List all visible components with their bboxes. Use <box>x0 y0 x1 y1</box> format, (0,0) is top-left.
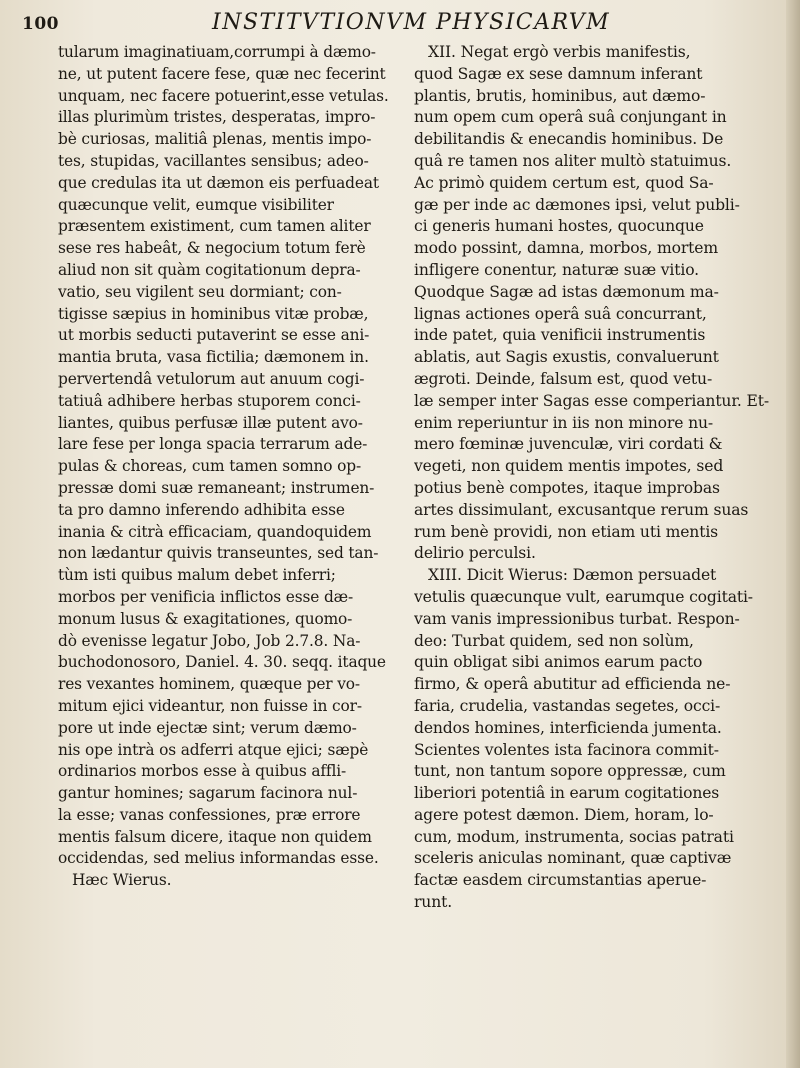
text-line: ut morbis seducti putaverint se esse ani- <box>58 326 370 345</box>
text-line: enim reperiuntur in iis non minore nu- <box>414 413 713 432</box>
text-line: runt. <box>414 893 453 912</box>
text-line: mero fœminæ juvenculæ, viri cordati & <box>414 435 723 454</box>
text-line: Scientes volentes ista facinora commit- <box>414 740 719 759</box>
page-number: 100 <box>22 14 59 34</box>
text-line: faria, crudelia, vastandas segetes, occi- <box>414 696 721 715</box>
text-line: quæcunque velit, eumque visibiliter <box>58 195 334 214</box>
text-line: ablatis, aut Sagis exustis, convaluerunt <box>414 348 719 367</box>
text-line: Ac primò quidem certum est, quod Sa- <box>414 173 714 192</box>
text-line: artes dissimulant, excusantque rerum suas <box>414 500 749 519</box>
text-line: nis ope intrà os adferri atque ejici; sæpè <box>58 740 369 759</box>
text-line: illas plurimùm tristes, desperatas, impro- <box>58 108 376 127</box>
text-line: tes, stupidas, vacillantes sensibus; adeo- <box>58 151 369 170</box>
text-line: factæ easdem circumstantias aperue- <box>414 871 707 890</box>
left-column <box>58 42 396 892</box>
text-line: ægroti. Deinde, falsum est, quod vetu- <box>414 369 713 388</box>
text-line: modo possint, damna, morbos, mortem <box>414 239 718 258</box>
text-line: tularum imaginatiuam,corrumpi à dæmo- <box>58 43 376 61</box>
text-line: ordinarios morbos esse à quibus affli- <box>58 762 347 781</box>
text-line: pulas & choreas, cum tamen somno op- <box>58 457 361 476</box>
text-line: inania & citrà efficaciam, quandoquidem <box>58 522 372 541</box>
text-line: lignas actiones operâ suâ concurrant, <box>414 304 707 323</box>
text-line: inde patet, quia venificii instrumentis <box>414 326 706 345</box>
text-line: delirio perculsi. <box>414 544 536 563</box>
text-line: quâ re tamen nos aliter multò statuimus. <box>414 151 732 170</box>
text-line: gantur homines; sagarum facinora nul- <box>58 784 358 803</box>
text-line: vatio, seu vigilent seu dormiant; con- <box>58 282 342 301</box>
text-line: dò evenisse legatur Jobo, Job 2.7.8. Na- <box>58 631 361 650</box>
text-line: XII. Negat ergò verbis manifestis, <box>428 43 691 61</box>
text-line: la esse; vanas confessiones, præ errore <box>58 805 361 824</box>
text-line: rum benè providi, non etiam uti mentis <box>414 522 719 541</box>
text-line: res vexantes hominem, quæque per vo- <box>58 675 360 694</box>
text-line: vam vanis impressionibus turbat. Respon- <box>414 609 740 628</box>
running-title: INSTITVTIONVM PHYSICARVM <box>212 10 611 35</box>
text-line: non lædantur quivis transeuntes, sed tan- <box>58 544 379 563</box>
text-line: ne, ut putent facere fese, quæ nec fecerint <box>58 64 386 83</box>
text-line: lare fese per longa spacia terrarum ade- <box>58 435 368 454</box>
text-line: præsentem existiment, cum tamen aliter <box>58 217 371 236</box>
page-header <box>22 10 782 38</box>
text-line: que credulas ita ut dæmon eis perfuadeat <box>58 173 379 192</box>
text-line: monum lusus & exagitationes, quomo- <box>58 609 353 628</box>
text-line: buchodonosoro, Daniel. 4. 30. seqq. itaque <box>58 653 386 672</box>
text-line: potius benè compotes, itaque improbas <box>414 478 720 497</box>
text-line: bè curiosas, malitiâ plenas, mentis impo- <box>58 130 372 149</box>
right-column <box>414 42 770 914</box>
text-line: cum, modum, instrumenta, socias patrati <box>414 827 734 846</box>
text-line: vetulis quæcunque vult, earumque cogitati- <box>414 587 753 606</box>
text-line: sceleris aniculas nominant, quæ captivæ <box>414 849 732 868</box>
text-line: Hæc Wierus. <box>72 871 172 890</box>
text-line: tigisse sæpius in hominibus vitæ probæ, <box>58 304 369 323</box>
text-line: mentis falsum dicere, itaque non quidem <box>58 827 372 846</box>
text-line: morbos per venificia inflictos esse dæ- <box>58 587 354 606</box>
text-line: gæ per inde ac dæmones ipsi, velut publi- <box>414 195 740 214</box>
text-line: debilitandis & enecandis hominibus. De <box>414 130 724 149</box>
text-line: tùm isti quibus malum debet inferri; <box>58 566 336 585</box>
text-line: ta pro damno inferendo adhibita esse <box>58 500 345 519</box>
text-line: quod Sagæ ex sese damnum inferant <box>414 64 703 83</box>
text-line: Quodque Sagæ ad istas dæmonum ma- <box>414 282 719 301</box>
text-line: pressæ domi suæ remaneant; instrumen- <box>58 478 375 497</box>
text-line: dendos homines, interficienda jumenta. <box>414 718 722 737</box>
text-line: tunt, non tantum sopore oppressæ, cum <box>414 762 726 781</box>
text-line: tatiuâ adhibere herbas stuporem conci- <box>58 391 361 410</box>
text-line: occidendas, sed melius informandas esse. <box>58 849 379 868</box>
text-line: deo: Turbat quidem, sed non solùm, <box>414 631 694 650</box>
text-line: agere potest dæmon. Diem, horam, lo- <box>414 805 714 824</box>
text-line: aliud non sit quàm cogitationum depra- <box>58 260 361 279</box>
text-line: unquam, nec facere potuerint,esse vetulas. <box>58 86 389 105</box>
text-line: sese res habeât, & negocium totum ferè <box>58 239 366 258</box>
text-line: firmo, & operâ abutitur ad efficienda ne- <box>414 675 731 694</box>
page-edge <box>786 0 800 1068</box>
text-line: mantia bruta, vasa fictilia; dæmonem in. <box>58 348 369 367</box>
text-line: liberiori potentiâ in earum cogitationes <box>414 784 720 803</box>
text-line: quin obligat sibi animos earum pacto <box>414 653 703 672</box>
text-line: mitum ejici videantur, non fuisse in cor- <box>58 696 362 715</box>
text-line: XIII. Dicit Wierus: Dæmon persuadet <box>428 566 717 585</box>
text-line: plantis, brutis, hominibus, aut dæmo- <box>414 86 706 105</box>
text-line: liantes, quibus perfusæ illæ putent avo- <box>58 413 363 432</box>
text-line: num opem cum operâ suâ conjungant in <box>414 108 727 127</box>
text-line: læ semper inter Sagas esse comperiantur. Et- <box>414 391 769 410</box>
text-line: pore ut inde ejectæ sint; verum dæmo- <box>58 718 357 737</box>
text-line: infligere conentur, naturæ suæ vitio. <box>414 260 699 279</box>
text-line: pervertendâ vetulorum aut anuum cogi- <box>58 369 365 388</box>
text-line: ci generis humani hostes, quocunque <box>414 217 704 236</box>
text-line: vegeti, non quidem mentis impotes, sed <box>414 457 724 476</box>
